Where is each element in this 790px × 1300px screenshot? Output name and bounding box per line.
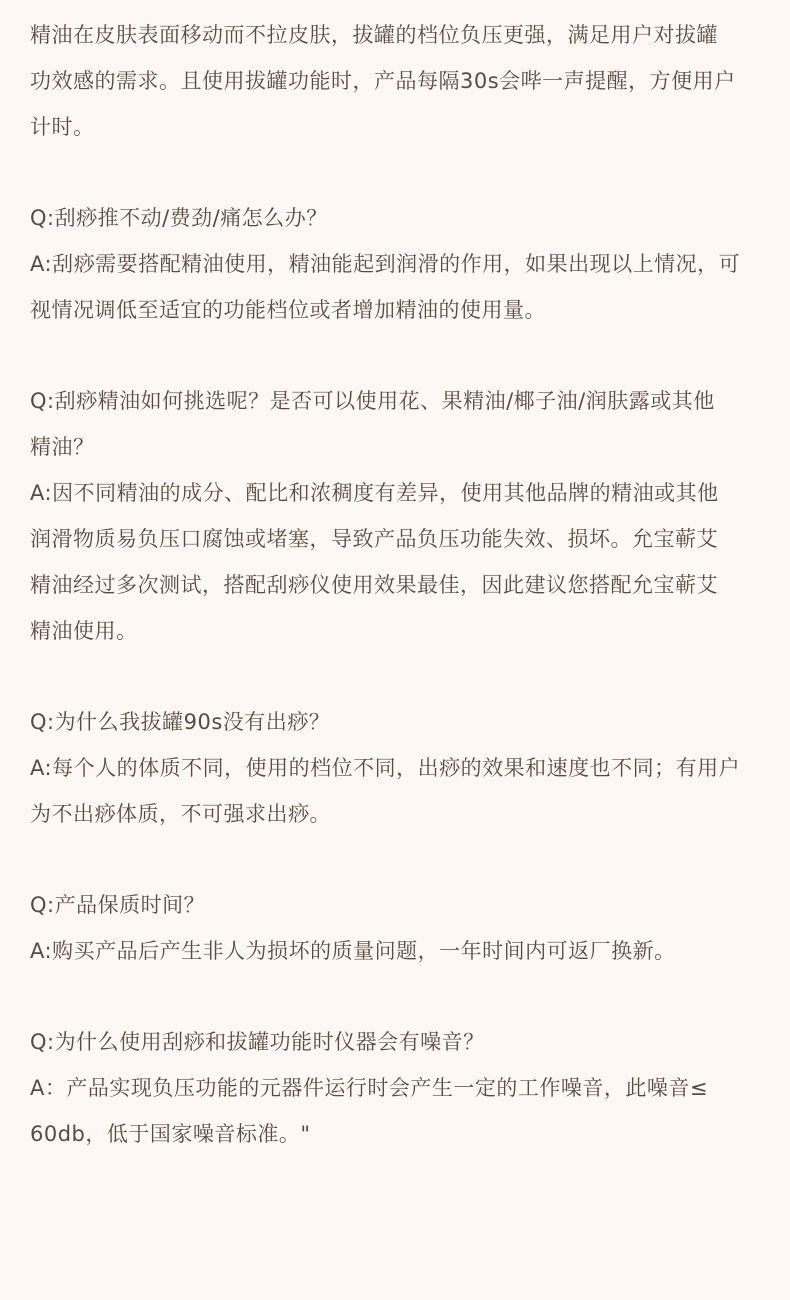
- answer-text: A:因不同精油的成分、配比和浓稠度有差异，使用其他品牌的精油或其他: [30, 481, 719, 505]
- intro-paragraph: [30, 12, 770, 150]
- faq-item-5: [30, 1019, 770, 1157]
- question-text: Q:刮痧推不动/费劲/痛怎么办？: [30, 206, 328, 230]
- question-text: Q:刮痧精油如何挑选呢？是否可以使用花、果精油/椰子油/润肤露或其他: [30, 389, 715, 413]
- answer-text: 60db，低于国家噪音标准。": [30, 1122, 311, 1146]
- faq-content: [30, 12, 770, 1157]
- answer-text: 润滑物质易负压口腐蚀或堵塞，导致产品负压功能失效、损坏。允宝蕲艾: [30, 527, 718, 551]
- intro-line: 功效感的需求。且使用拔罐功能时，产品每隔30s会哔一声提醒，方便用户: [30, 69, 736, 93]
- intro-line: 计时。: [30, 115, 95, 139]
- answer-text: A：产品实现负压功能的元器件运行时会产生一定的工作噪音，此噪音≤: [30, 1076, 708, 1100]
- answer-text: A:购买产品后产生非人为损坏的质量问题，一年时间内可返厂换新。: [30, 939, 676, 963]
- question-text: Q:产品保质时间？: [30, 893, 206, 917]
- answer-text: 精油经过多次测试，搭配刮痧仪使用效果最佳，因此建议您搭配允宝蕲艾: [30, 573, 718, 597]
- faq-item-1: [30, 195, 770, 333]
- question-text: Q:为什么使用刮痧和拔罐功能时仪器会有噪音？: [30, 1030, 485, 1054]
- question-text: Q:为什么我拔罐90s没有出痧？: [30, 710, 331, 734]
- question-text: 精油？: [30, 435, 95, 459]
- faq-item-4: [30, 882, 770, 974]
- answer-text: 为不出痧体质，不可强求出痧。: [30, 802, 331, 826]
- answer-text: A:每个人的体质不同，使用的档位不同，出痧的效果和速度也不同；有用户: [30, 756, 741, 780]
- intro-line: 精油在皮肤表面移动而不拉皮肤，拔罐的档位负压更强，满足用户对拔罐: [30, 23, 718, 47]
- answer-text: A:刮痧需要搭配精油使用，精油能起到润滑的作用，如果出现以上情况，可: [30, 252, 741, 276]
- answer-text: 视情况调低至适宜的功能档位或者增加精油的使用量。: [30, 298, 546, 322]
- answer-text: 精油使用。: [30, 619, 138, 643]
- faq-item-3: [30, 699, 770, 837]
- faq-item-2: [30, 378, 770, 654]
